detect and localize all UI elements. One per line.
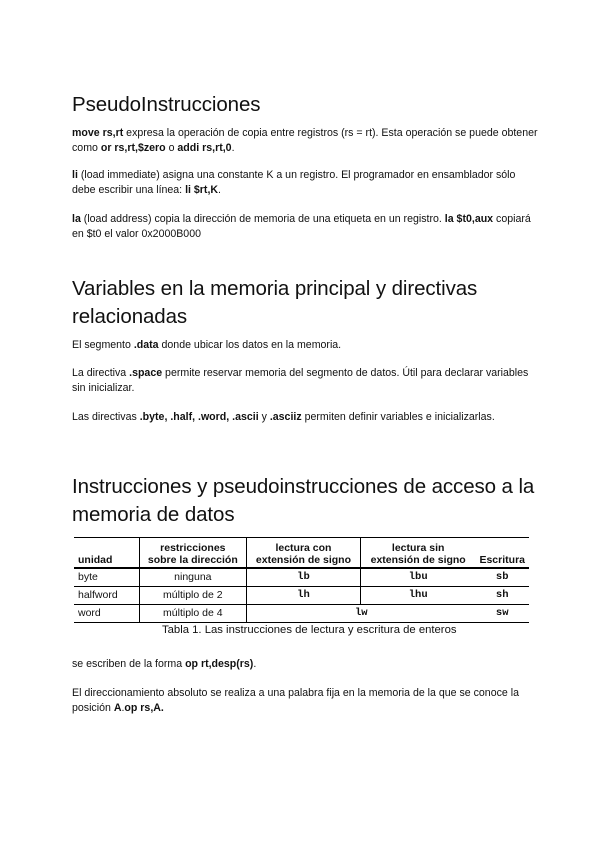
cell-write: sb	[495, 571, 509, 583]
paragraph-op-form: se escriben de la forma op rt,desp(rs).	[72, 658, 257, 670]
table-row	[74, 568, 529, 587]
header-write: Escritura	[479, 553, 525, 566]
paragraph-space-directive: La directiva .space permite reservar memoria del segmento de datos. Útil para declarar variables sin inicializar.	[72, 367, 529, 394]
paragraph-directives: Las directivas .byte, .half, .word, .ascii y .asciiz permiten definir variables e inicializarlas.	[72, 411, 495, 423]
cell-unit: byte	[74, 568, 139, 587]
table-caption: Tabla 1. Las instrucciones de lectura y escritura de enteros	[162, 624, 457, 636]
cell-unit: halfword	[74, 586, 139, 604]
paragraph-move: move rs,rt expresa la operación de copia entre registros (rs = rt). Esta operación se puede obtener como or rs,rt,$zero o addi rs,rt,0.	[72, 127, 538, 154]
section-title-pseudoinstrucciones: PseudoInstrucciones	[72, 93, 261, 116]
header-unit: unidad	[74, 538, 139, 568]
cell-restriction: múltiplo de 4	[139, 604, 246, 622]
paragraph-la: la (load address) copia la dirección de memoria de una etiqueta en un registro. la $t0,aux copiará en $t0 el valor 0x2000B000	[72, 213, 531, 240]
table-header-row	[74, 538, 529, 568]
cell-write: sh	[495, 589, 509, 601]
cell-unsigned: lbu	[408, 571, 428, 583]
cell-unsigned: lhu	[408, 589, 428, 601]
paragraph-absolute-addressing: El direccionamiento absoluto se realiza a una palabra fija en la memoria de la que se conoce la posición A.op rs,A.	[72, 687, 519, 714]
cell-write: sw	[495, 607, 509, 619]
header-signed-read: lectura con extensión de signo	[247, 538, 361, 568]
section-title-instructions: Instrucciones y pseudoinstrucciones de acceso a la memoria de datos	[72, 475, 535, 526]
header-unsigned-read: lectura sin extensión de signo	[370, 541, 466, 566]
section-title-variables: Variables en la memoria principal y directivas relacionadas	[72, 277, 478, 328]
cell-read-both: lw	[354, 607, 368, 619]
table-row	[74, 604, 529, 622]
cell-signed: lb	[247, 568, 361, 587]
table-row	[74, 586, 529, 604]
paragraph-data-segment: El segmento .data donde ubicar los datos en la memoria.	[72, 339, 342, 351]
header-restrictions: restricciones sobre la dirección	[139, 538, 246, 568]
cell-restriction: múltiplo de 2	[139, 586, 246, 604]
cell-unit: word	[74, 604, 139, 622]
memory-instructions-table	[74, 537, 529, 623]
paragraph-li: li (load immediate) asigna una constante K a un registro. El programador en ensamblador sólo debe escribir una línea: li $rt,K.	[72, 169, 516, 196]
cell-restriction: ninguna	[139, 568, 246, 587]
cell-signed: lh	[247, 586, 361, 604]
